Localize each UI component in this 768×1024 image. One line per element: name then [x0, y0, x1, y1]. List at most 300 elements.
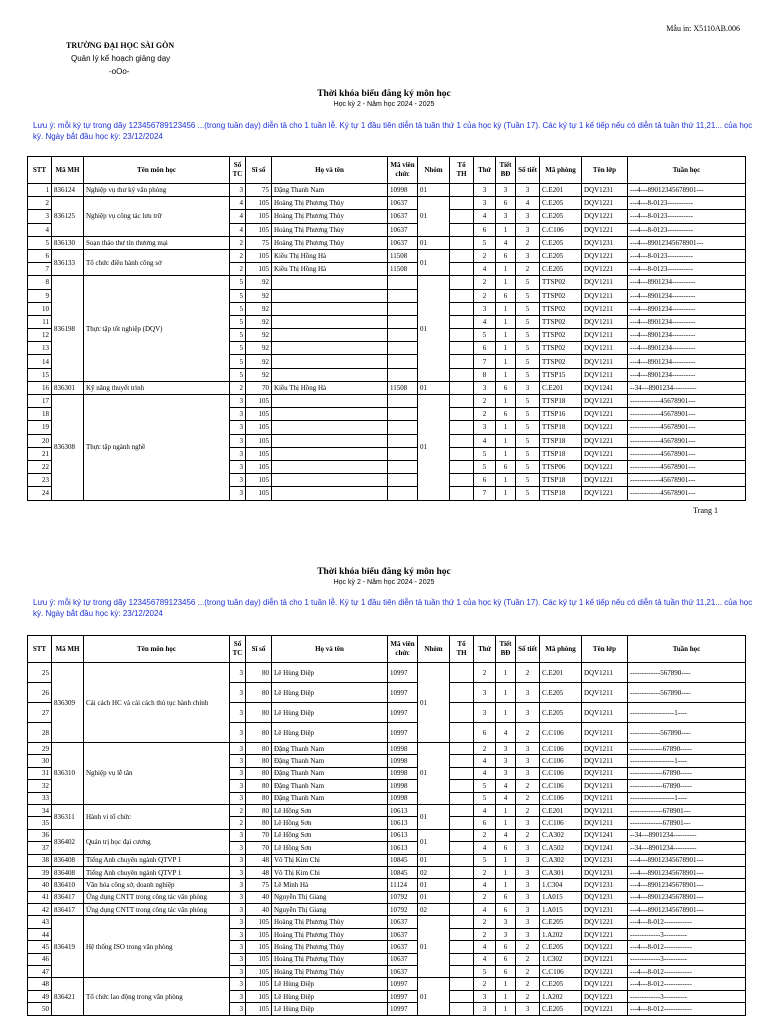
cell-start-period: 1 — [496, 866, 516, 878]
cell-class-size: 105 — [246, 966, 272, 978]
cell-class-name: DQV1221 — [582, 421, 628, 434]
cell-num-periods: 5 — [516, 329, 540, 342]
cell-weekday: 2 — [474, 663, 496, 683]
header-course-name: Tên môn học — [84, 157, 230, 184]
cell-lecturer-id: 10637 — [388, 941, 418, 953]
cell-lecturer-name: Hoàng Thị Phương Thùy — [272, 953, 388, 965]
cell-class-name: DQV1211 — [582, 755, 628, 767]
cell-start-period: 1 — [496, 804, 516, 816]
cell-credits: 3 — [230, 767, 246, 779]
cell-lecturer-id: 10998 — [388, 780, 418, 792]
cell-lab-group — [450, 703, 474, 723]
cell-room-code: C.C106 — [540, 966, 582, 978]
table-row — [28, 866, 746, 878]
cell-num-periods: 5 — [516, 447, 540, 460]
cell-lecturer-id — [388, 302, 418, 315]
cell-lab-group — [450, 767, 474, 779]
cell-start-period: 1 — [496, 276, 516, 289]
cell-lecturer-id — [388, 474, 418, 487]
cell-course-name: Tổ chức lao động trong văn phòng — [84, 978, 230, 1015]
cell-lab-group — [450, 854, 474, 866]
cell-num-periods: 3 — [516, 904, 540, 916]
header-class-name: Tên lớp — [582, 636, 628, 663]
cell-start-period: 4 — [496, 780, 516, 792]
cell-weeks: ---4---8901234---------- — [628, 302, 746, 315]
cell-stt: 3 — [28, 210, 52, 223]
cell-credits: 3 — [230, 184, 246, 197]
cell-lecturer-id — [388, 315, 418, 328]
cell-lab-group — [450, 953, 474, 965]
cell-lecturer-id: 10792 — [388, 904, 418, 916]
cell-lab-group — [450, 395, 474, 408]
cell-weeks: -------------------1---- — [628, 703, 746, 723]
cell-lecturer-id — [388, 421, 418, 434]
cell-weekday: 3 — [474, 1003, 496, 1015]
form-code: Mẫu in: X5110AB.006 — [666, 24, 740, 33]
cell-stt: 28 — [28, 723, 52, 743]
cell-room-code: C.C106 — [540, 743, 582, 755]
cell-start-period: 4 — [496, 236, 516, 249]
cell-course-name: Kỹ năng thuyết trình — [84, 381, 230, 394]
cell-lecturer-id: 10637 — [388, 210, 418, 223]
cell-class-name: DQV1221 — [582, 408, 628, 421]
cell-class-name: DQV1211 — [582, 792, 628, 804]
cell-lecturer-name: Kiều Thị Hồng Hà — [272, 381, 388, 394]
cell-weekday: 4 — [474, 315, 496, 328]
table-row — [28, 249, 746, 262]
cell-class-size: 92 — [246, 368, 272, 381]
cell-class-size: 75 — [246, 879, 272, 891]
cell-lecturer-name: Kiều Thị Hồng Hà — [272, 249, 388, 262]
cell-lab-group — [450, 368, 474, 381]
cell-lab-group — [450, 447, 474, 460]
cell-room-code: C.C106 — [540, 780, 582, 792]
cell-credits: 2 — [230, 263, 246, 276]
cell-stt: 24 — [28, 487, 52, 500]
cell-lecturer-name — [272, 460, 388, 473]
cell-weeks: ---4---89012345678901--- — [628, 904, 746, 916]
cell-credits: 3 — [230, 854, 246, 866]
cell-weekday: 3 — [474, 683, 496, 703]
cell-start-period: 1 — [496, 223, 516, 236]
cell-course-code: 836419 — [52, 916, 84, 978]
cell-class-size: 80 — [246, 755, 272, 767]
cell-lab-group — [450, 184, 474, 197]
cell-num-periods: 2 — [516, 953, 540, 965]
cell-lecturer-name: Hoàng Thị Phương Thùy — [272, 966, 388, 978]
cell-start-period: 6 — [496, 381, 516, 394]
cell-class-name: DQV1241 — [582, 381, 628, 394]
cell-class-name: DQV1231 — [582, 236, 628, 249]
cell-class-size: 70 — [246, 842, 272, 854]
schedule-note-2: Lưu ý: mỗi ký tự trong dãy 123456789123456 ...(trong tuần dạy) diễn tả cho 1 tuần lễ. Ký tự 1 đầu tiên diễn tả tuần thứ 1 của học kỳ (Tuần 17). Các ký tự 1 kế tiếp nếu có diễn tả tuần thứ 11,21... của học kỳ. Ngày bắt đầu học kỳ: 23/12/2024 — [33, 598, 753, 618]
table-row — [28, 879, 746, 891]
cell-credits: 3 — [230, 474, 246, 487]
cell-lecturer-id — [388, 355, 418, 368]
header-credits: Số TC — [230, 157, 246, 184]
cell-lecturer-id: 10637 — [388, 928, 418, 940]
cell-weeks: -------------45678901--- — [628, 395, 746, 408]
cell-room-code: 1.A202 — [540, 928, 582, 940]
cell-stt: 39 — [28, 866, 52, 878]
cell-class-size: 105 — [246, 263, 272, 276]
cell-credits: 3 — [230, 842, 246, 854]
cell-course-code: 836130 — [52, 236, 84, 249]
cell-weekday: 2 — [474, 276, 496, 289]
cell-stt: 43 — [28, 916, 52, 928]
cell-class-name: DQV1231 — [582, 854, 628, 866]
cell-weeks: -------------3---------- — [628, 928, 746, 940]
cell-weeks: ---4---8-0123----------- — [628, 210, 746, 223]
cell-start-period: 1 — [496, 421, 516, 434]
cell-weeks: -------------45678901--- — [628, 474, 746, 487]
cell-class-size: 92 — [246, 289, 272, 302]
cell-lecturer-name — [272, 315, 388, 328]
cell-stt: 37 — [28, 842, 52, 854]
cell-lecturer-id: 10637 — [388, 223, 418, 236]
cell-class-size: 105 — [246, 249, 272, 262]
cell-class-name: DQV1211 — [582, 743, 628, 755]
cell-room-code: C.A302 — [540, 829, 582, 841]
cell-num-periods: 5 — [516, 289, 540, 302]
cell-class-size: 48 — [246, 854, 272, 866]
cell-weeks: --------------67890----- — [628, 767, 746, 779]
cell-credits: 5 — [230, 329, 246, 342]
cell-num-periods: 3 — [516, 1003, 540, 1015]
cell-num-periods: 3 — [516, 879, 540, 891]
cell-lecturer-name: Hoàng Thị Phương Thùy — [272, 916, 388, 928]
cell-weekday: 5 — [474, 236, 496, 249]
cell-stt: 36 — [28, 829, 52, 841]
cell-lab-group — [450, 460, 474, 473]
cell-weeks: --34---8901234---------- — [628, 381, 746, 394]
cell-lab-group — [450, 780, 474, 792]
cell-course-name: Quản trị học đại cương — [84, 829, 230, 854]
cell-lab-group — [450, 990, 474, 1002]
cell-lecturer-name — [272, 342, 388, 355]
cell-lecturer-id: 10637 — [388, 966, 418, 978]
cell-num-periods: 3 — [516, 703, 540, 723]
cell-lecturer-name: Võ Thị Kim Chi — [272, 866, 388, 878]
cell-weeks: --------------67890----- — [628, 780, 746, 792]
cell-class-name: DQV1211 — [582, 342, 628, 355]
cell-start-period: 1 — [496, 302, 516, 315]
page-title: Thời khóa biểu đăng ký môn học — [317, 89, 451, 99]
cell-lab-group — [450, 829, 474, 841]
cell-lecturer-id: 11508 — [388, 263, 418, 276]
cell-weeks: ---4---8901234---------- — [628, 329, 746, 342]
cell-credits: 3 — [230, 966, 246, 978]
cell-start-period: 3 — [496, 210, 516, 223]
cell-lecturer-name — [272, 289, 388, 302]
cell-room-code: C.C106 — [540, 723, 582, 743]
cell-class-name: DQV1211 — [582, 767, 628, 779]
cell-lecturer-id: 10998 — [388, 767, 418, 779]
cell-class-name: DQV1231 — [582, 866, 628, 878]
cell-num-periods: 5 — [516, 460, 540, 473]
cell-start-period: 6 — [496, 408, 516, 421]
cell-num-periods: 3 — [516, 683, 540, 703]
cell-class-size: 105 — [246, 916, 272, 928]
cell-class-size: 80 — [246, 780, 272, 792]
cell-credits: 3 — [230, 683, 246, 703]
cell-num-periods: 5 — [516, 434, 540, 447]
table-row — [28, 663, 746, 683]
cell-credits: 3 — [230, 780, 246, 792]
cell-credits: 3 — [230, 891, 246, 903]
cell-num-periods: 3 — [516, 854, 540, 866]
cell-class-size: 80 — [246, 703, 272, 723]
cell-lab-group — [450, 381, 474, 394]
cell-class-size: 105 — [246, 941, 272, 953]
cell-course-code: 836133 — [52, 249, 84, 275]
table-row — [28, 891, 746, 903]
cell-weekday: 4 — [474, 842, 496, 854]
cell-weekday: 6 — [474, 817, 496, 829]
cell-room-code: C.E205 — [540, 703, 582, 723]
cell-weeks: -------------567890---- — [628, 723, 746, 743]
cell-stt: 2 — [28, 197, 52, 210]
cell-class-name: DQV1211 — [582, 804, 628, 816]
cell-lab-group — [450, 804, 474, 816]
cell-weekday: 5 — [474, 780, 496, 792]
cell-num-periods: 2 — [516, 990, 540, 1002]
cell-lecturer-name: Lê Hùng Điệp — [272, 1003, 388, 1015]
cell-course-name: Tổ chức điều hành công sở — [84, 249, 230, 275]
header-course-name: Tên môn học — [84, 636, 230, 663]
cell-class-size: 105 — [246, 447, 272, 460]
cell-room-code: 1.A015 — [540, 904, 582, 916]
cell-lecturer-id — [388, 395, 418, 408]
cell-stt: 18 — [28, 408, 52, 421]
cell-credits: 3 — [230, 434, 246, 447]
cell-weeks: ---4---8-0123----------- — [628, 263, 746, 276]
cell-start-period: 1 — [496, 990, 516, 1002]
cell-lecturer-name — [272, 487, 388, 500]
cell-num-periods: 4 — [516, 197, 540, 210]
cell-weeks: -------------3---------- — [628, 953, 746, 965]
cell-room-code: C.E205 — [540, 249, 582, 262]
cell-weekday: 2 — [474, 829, 496, 841]
cell-start-period: 1 — [496, 854, 516, 866]
cell-lecturer-name: Lê Hồng Sơn — [272, 817, 388, 829]
cell-weekday: 6 — [474, 723, 496, 743]
cell-class-name: DQV1221 — [582, 210, 628, 223]
cell-room-code: 1.A015 — [540, 891, 582, 903]
cell-course-code: 836402 — [52, 829, 84, 854]
header-group: Nhóm — [418, 157, 450, 184]
cell-class-name: DQV1211 — [582, 276, 628, 289]
cell-start-period: 1 — [496, 395, 516, 408]
cell-class-size: 92 — [246, 329, 272, 342]
cell-weekday: 3 — [474, 703, 496, 723]
cell-weekday: 2 — [474, 743, 496, 755]
cell-lecturer-id — [388, 447, 418, 460]
cell-course-name: Thực tập ngành nghề — [84, 395, 230, 501]
cell-weeks: ---4---8-012------------ — [628, 916, 746, 928]
cell-lab-group — [450, 408, 474, 421]
cell-credits: 5 — [230, 342, 246, 355]
cell-room-code: C.E205 — [540, 1003, 582, 1015]
cell-weekday: 4 — [474, 263, 496, 276]
cell-lecturer-id: 10613 — [388, 842, 418, 854]
cell-lecturer-name: Đặng Thanh Nam — [272, 755, 388, 767]
table-row — [28, 743, 746, 755]
cell-lecturer-name: Đặng Thanh Nam — [272, 780, 388, 792]
cell-class-size: 70 — [246, 381, 272, 394]
cell-credits: 3 — [230, 395, 246, 408]
cell-lecturer-name: Đặng Thanh Nam — [272, 767, 388, 779]
table-row — [28, 978, 746, 990]
cell-num-periods: 3 — [516, 249, 540, 262]
cell-weekday: 3 — [474, 302, 496, 315]
header-room-code: Mã phòng — [540, 636, 582, 663]
cell-stt: 17 — [28, 395, 52, 408]
cell-class-name: DQV1211 — [582, 315, 628, 328]
cell-class-name: DQV1211 — [582, 683, 628, 703]
cell-class-name: DQV1211 — [582, 703, 628, 723]
header-group: Nhóm — [418, 636, 450, 663]
cell-stt: 22 — [28, 460, 52, 473]
cell-class-size: 105 — [246, 395, 272, 408]
cell-class-name: DQV1211 — [582, 817, 628, 829]
cell-weeks: ---4---8901234---------- — [628, 368, 746, 381]
cell-num-periods: 3 — [516, 184, 540, 197]
cell-weeks: ---4---89012345678901--- — [628, 236, 746, 249]
cell-lecturer-id: 10998 — [388, 792, 418, 804]
cell-lecturer-name — [272, 355, 388, 368]
cell-weekday: 4 — [474, 904, 496, 916]
cell-num-periods: 3 — [516, 223, 540, 236]
cell-room-code: TTSP18 — [540, 447, 582, 460]
cell-credits: 3 — [230, 663, 246, 683]
cell-group: 02 — [418, 866, 450, 878]
cell-num-periods: 5 — [516, 276, 540, 289]
header-weekday: Thứ — [474, 636, 496, 663]
cell-class-name: DQV1211 — [582, 329, 628, 342]
cell-start-period: 1 — [496, 368, 516, 381]
cell-num-periods: 5 — [516, 368, 540, 381]
cell-weeks: ---4---8-012------------ — [628, 978, 746, 990]
cell-class-name: DQV1221 — [582, 263, 628, 276]
cell-course-code: 836417 — [52, 891, 84, 903]
cell-weekday: 7 — [474, 487, 496, 500]
cell-lecturer-name: Lê Hùng Điệp — [272, 723, 388, 743]
cell-credits: 2 — [230, 249, 246, 262]
cell-class-size: 40 — [246, 904, 272, 916]
cell-course-name: Tiếng Anh chuyên ngành QTVP 1 — [84, 866, 230, 878]
cell-stt: 9 — [28, 289, 52, 302]
cell-weeks: -------------45678901--- — [628, 408, 746, 421]
cell-course-name: Ứng dụng CNTT trong công tác văn phòng — [84, 891, 230, 903]
cell-start-period: 1 — [496, 683, 516, 703]
cell-weeks: ---4---89012345678901--- — [628, 854, 746, 866]
cell-num-periods: 3 — [516, 891, 540, 903]
cell-room-code: TTSP18 — [540, 434, 582, 447]
cell-lab-group — [450, 421, 474, 434]
cell-start-period: 4 — [496, 792, 516, 804]
cell-lecturer-name: Hoàng Thị Phương Thùy — [272, 210, 388, 223]
cell-lecturer-id: 10997 — [388, 1003, 418, 1015]
cell-credits: 3 — [230, 928, 246, 940]
cell-stt: 47 — [28, 966, 52, 978]
cell-lab-group — [450, 723, 474, 743]
cell-num-periods: 3 — [516, 866, 540, 878]
cell-num-periods: 5 — [516, 474, 540, 487]
cell-lecturer-name: Đặng Thanh Nam — [272, 792, 388, 804]
cell-class-name: DQV1221 — [582, 928, 628, 940]
cell-class-name: DQV1231 — [582, 184, 628, 197]
cell-class-size: 105 — [246, 978, 272, 990]
table-row — [28, 236, 746, 249]
header-room-code: Mã phòng — [540, 157, 582, 184]
cell-weekday: 5 — [474, 447, 496, 460]
cell-weekday: 4 — [474, 941, 496, 953]
cell-group: 01 — [418, 395, 450, 501]
cell-group: 01 — [418, 276, 450, 382]
cell-lab-group — [450, 302, 474, 315]
cell-room-code: TTSP02 — [540, 342, 582, 355]
cell-course-name: Thực tập tốt nghiệp (DQV) — [84, 276, 230, 382]
cell-group: 01 — [418, 743, 450, 805]
cell-lab-group — [450, 842, 474, 854]
cell-start-period: 1 — [496, 663, 516, 683]
cell-weeks: --------------678901--- — [628, 804, 746, 816]
cell-stt: 10 — [28, 302, 52, 315]
cell-group: 01 — [418, 249, 450, 275]
cell-credits: 3 — [230, 866, 246, 878]
cell-stt: 49 — [28, 990, 52, 1002]
table-row — [28, 904, 746, 916]
cell-lab-group — [450, 866, 474, 878]
cell-weeks: --------------67890----- — [628, 743, 746, 755]
cell-course-name: Nghiệp vụ công tác lưu trữ — [84, 197, 230, 237]
cell-num-periods: 5 — [516, 421, 540, 434]
cell-lecturer-id — [388, 276, 418, 289]
table-row — [28, 381, 746, 394]
cell-lecturer-name: Nguyễn Thị Giang — [272, 904, 388, 916]
cell-lecturer-name: Hoàng Thị Phương Thùy — [272, 928, 388, 940]
cell-class-name: DQV1221 — [582, 953, 628, 965]
cell-stt: 20 — [28, 434, 52, 447]
cell-weekday: 4 — [474, 755, 496, 767]
cell-start-period: 1 — [496, 315, 516, 328]
header-start-period: Tiết BĐ — [496, 636, 516, 663]
cell-class-name: DQV1221 — [582, 434, 628, 447]
cell-credits: 3 — [230, 904, 246, 916]
cell-lecturer-id: 10792 — [388, 891, 418, 903]
cell-class-size: 105 — [246, 460, 272, 473]
cell-course-name: Ứng dụng CNTT trong công tác văn phòng — [84, 904, 230, 916]
cell-room-code: TTSP18 — [540, 421, 582, 434]
cell-lecturer-id: 10637 — [388, 953, 418, 965]
cell-stt: 11 — [28, 315, 52, 328]
cell-weeks: ---4---8-0123----------- — [628, 223, 746, 236]
cell-lecturer-id — [388, 342, 418, 355]
cell-lecturer-id — [388, 289, 418, 302]
cell-lecturer-id — [388, 329, 418, 342]
page-number: Trang 1 — [693, 506, 718, 515]
cell-weekday: 2 — [474, 395, 496, 408]
cell-credits: 4 — [230, 197, 246, 210]
cell-lecturer-name — [272, 408, 388, 421]
cell-num-periods: 3 — [516, 381, 540, 394]
cell-stt: 15 — [28, 368, 52, 381]
cell-stt: 42 — [28, 904, 52, 916]
schedule-table-page-2 — [27, 635, 746, 1016]
cell-group: 01 — [418, 381, 450, 394]
cell-start-period: 3 — [496, 928, 516, 940]
